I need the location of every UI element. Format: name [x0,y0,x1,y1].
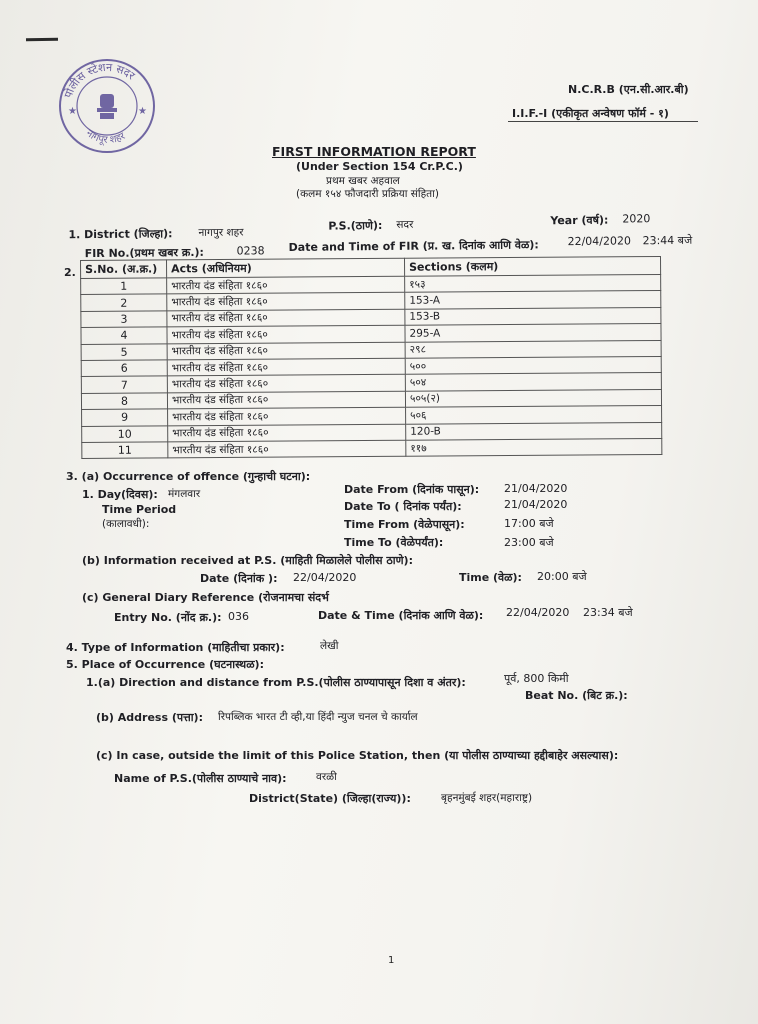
outside-limit-label: (c) In case, outside the limit of this Police Station, then (या पोलीस ठाण्याच्या हद्दीबाहेर असल्यास): [96,749,619,762]
row-sno: 4 [81,327,167,344]
acts-sections-table [80,256,662,459]
row-sno: 9 [82,409,168,426]
direction-label: 1.(a) Direction and distance from P.S.(पोलीस ठाण्यापासून दिशा व अंतर): [86,676,466,689]
row-section: 295-A [405,324,661,342]
occurrence-heading: 3. (a) Occurrence of offence (गुन्हाची घटना): [66,470,311,483]
row-act: भारतीय दंड संहिता १८६० [167,358,405,376]
ps-label: P.S.(ठाणे): [328,219,383,233]
beat-no-label: Beat No. (बिट क्र.): [525,689,628,702]
ps-name-value: वरळी [316,771,337,783]
svg-text:नागपूर शहर: नागपूर शहर [83,127,128,146]
table-row [82,438,662,458]
time-from-value: 17:00 बजे [504,517,554,530]
time-to-label: Time To (वेळेपर्यंत): [344,536,444,549]
row-section: 120-B [406,422,662,440]
gdr-entry-label: Entry No. (नोंद क्र.): [114,611,222,624]
info-date-value: 22/04/2020 [293,571,357,584]
report-subtitle-hindi: (कलम १५४ फौजदारी प्रक्रिया संहिता) [296,188,439,200]
row-section: १५३ [405,274,661,292]
col-header-acts: Acts (अधिनियम) [167,258,405,278]
row-act: भारतीय दंड संहिता १८६० [167,375,405,393]
fir-no-value: 0238 [236,244,265,258]
row-act: भारतीय दंड संहिता १८६० [167,325,405,343]
row-sno: 2 [81,294,167,311]
row-sno: 1 [81,278,167,295]
ncrb-label: N.C.R.B (एन.सी.आर.बी) [568,83,689,96]
row-section: ५०६ [406,406,662,424]
address-label: (b) Address (पत्ता): [96,711,203,724]
col-header-sections: Sections (कलम) [404,256,660,276]
svg-text:पोलीस स्टेशन सदर: पोलीस स्टेशन सदर [61,60,138,100]
ps-name-label: Name of P.S.(पोलीस ठाण्याचे नाव): [114,772,287,785]
row-act: भारतीय दंड संहिता १८६० [167,309,405,327]
direction-value: पूर्व, 800 किमी [504,672,569,685]
row-sno: 5 [81,343,167,360]
iif-label: I.I.F.-I (एकीकृत अन्वेषण फॉर्म - १) [512,107,669,120]
day-value: मंगलवार [168,488,201,500]
gdr-date-value: 22/04/2020 [506,606,570,619]
row-section: ५०५(२) [405,389,661,407]
row-act: भारतीय दंड संहिता १८६० [167,293,405,311]
date-to-label: Date To ( दिनांक पर्यंत): [344,500,462,513]
gdr-datetime-label: Date & Time (दिनांक आणि वेळ): [318,609,484,622]
fir-date-value: 22/04/2020 [567,234,632,249]
fir-datetime-label: Date and Time of FIR (प्र. ख. दिनांक आणि वेळ): [288,238,539,254]
year-label: Year (वर्ष): [550,213,609,228]
police-station-stamp [56,56,158,156]
time-from-label: Time From (वेळेपासून): [344,518,465,531]
info-type-label: 4. Type of Information (माहितीचा प्रकार): [66,641,285,654]
row-section: 153-B [405,307,661,325]
report-subtitle: (Under Section 154 Cr.P.C.) [296,160,463,173]
time-to-value: 23:00 बजे [504,536,554,549]
year-value: 2020 [622,212,651,226]
gdr-time-value: 23:34 बजे [583,606,633,619]
date-from-value: 21/04/2020 [504,482,568,495]
info-received-heading: (b) Information received at P.S. (माहिती मिळालेले पोलीस ठाणे): [82,554,413,567]
row-section: ११७ [406,438,662,456]
row-section: 153-A [405,291,661,309]
fir-time-value: 23:44 बजे [642,233,693,248]
fir-no-label: FIR No.(प्रथम खबर क्र.): [84,245,204,261]
row-section: २९८ [405,340,661,358]
outside-district-label: District(State) (जिल्हा(राज्य)): [249,792,411,805]
row-act: भारतीय दंड संहिता १८६० [168,407,406,425]
row-section: ५०४ [405,373,661,391]
row-sno: 10 [82,425,168,442]
row-act: भारतीय दंड संहिता १८६० [167,342,405,360]
place-heading: 5. Place of Occurrence (घटनास्थळ): [66,658,264,671]
gdr-heading: (c) General Diary Reference (रोजनामचा संदर्भ [82,591,329,604]
row-act: भारतीय दंड संहिता १८६० [168,424,406,442]
pen-mark [26,38,58,42]
row-sno: 6 [81,360,167,377]
ps-value: सदर [396,218,414,231]
acts-section-number: 2. [64,266,76,279]
svg-text:★: ★ [138,106,147,117]
col-header-sno: S.No. (अ.क्र.) [81,260,167,279]
time-period-hindi: (कालावधी): [102,518,150,530]
row-sno: 3 [81,311,167,328]
address-value: रिपब्लिक भारत टी व्ही,या हिंदी न्युज चनल चे कार्याल [218,711,418,723]
info-time-label: Time (वेळ): [459,571,522,584]
row-sno: 8 [81,393,167,410]
row-sno: 7 [81,376,167,393]
row-section: ५०० [405,356,661,374]
info-type-value: लेखी [320,640,339,652]
gdr-entry-value: 036 [228,610,249,623]
date-from-label: Date From (दिनांक पासून): [344,483,480,496]
report-title-hindi: प्रथम खबर अहवाल [326,175,400,187]
header-rule [508,121,698,122]
day-label: 1. Day(दिवस): [82,488,158,501]
row-sno: 11 [82,442,168,459]
page-number: 1 [388,955,395,966]
district-label: 1. District (जिल्हा): [68,227,173,242]
row-act: भारतीय दंड संहिता १८६० [167,391,405,409]
time-period-label: Time Period [102,503,177,516]
date-to-value: 21/04/2020 [504,498,568,511]
report-title: FIRST INFORMATION REPORT [272,144,476,159]
district-value: नागपुर शहर [198,226,244,239]
outside-district-value: बृहनमुंबई शहर(महाराष्ट्र) [441,792,533,804]
row-act: भारतीय दंड संहिता १८६० [168,440,406,458]
svg-text:★: ★ [68,106,77,117]
row-act: भारतीय दंड संहिता १८६० [167,276,405,294]
info-date-label: Date (दिनांक ): [200,572,278,585]
info-time-value: 20:00 बजे [537,570,587,583]
